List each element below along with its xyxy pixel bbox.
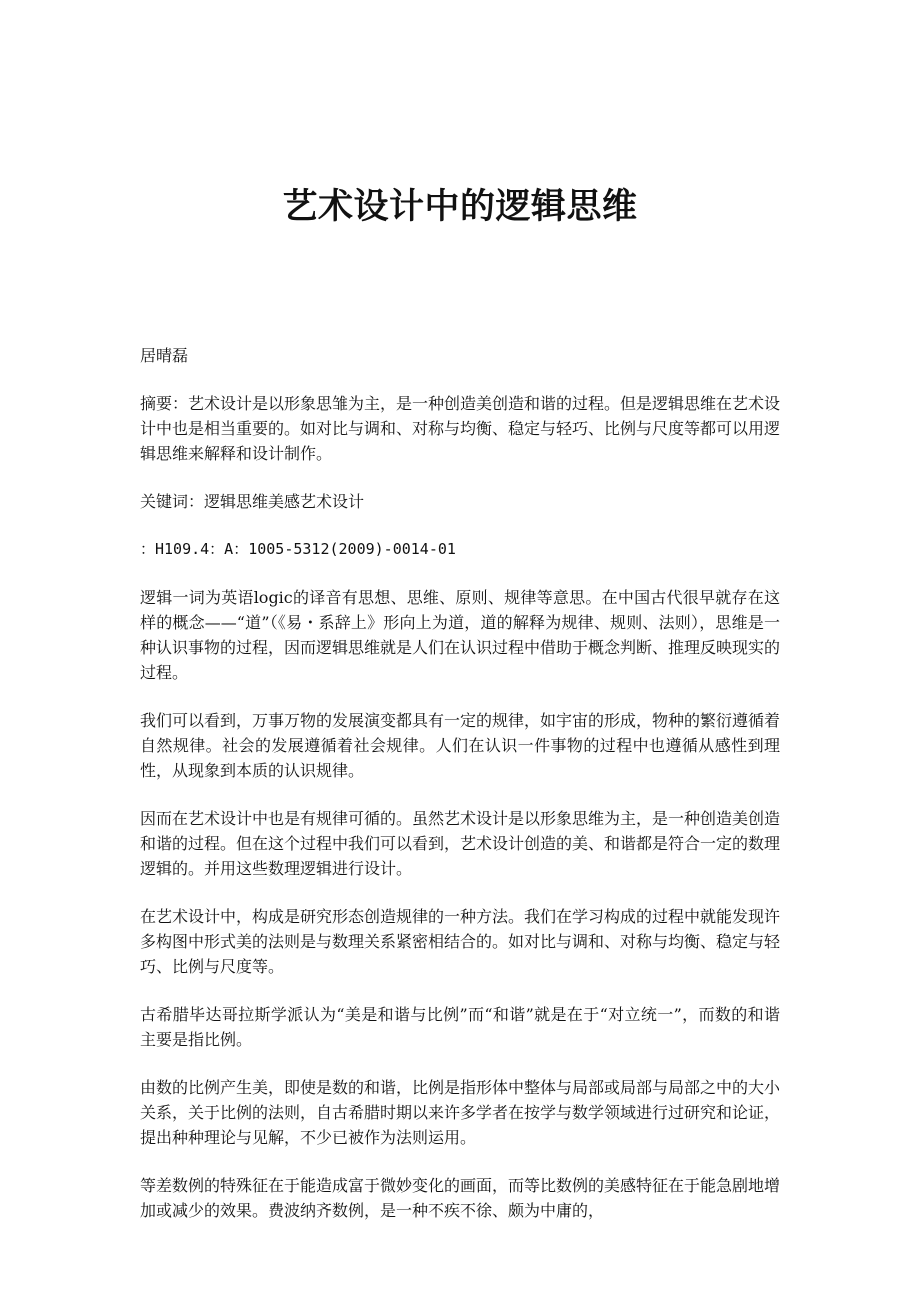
body-paragraph: 由数的比例产生美，即使是数的和谐，比例是指形体中整体与局部或局部与局部之中的大小关系，关于比例的法则，自古希腊时期以来许多学者在按学与数学领域进行过研究和论证，提出种种理论与见解，不少已被作为法则运用。: [140, 1078, 781, 1147]
author-name: 居晴磊: [140, 346, 189, 365]
body-paragraph: 逻辑一词为英语logic的译音有思想、思维、原则、规律等意思。在中国古代很早就存在这样的概念——“道”（《易・系辞上》形向上为道，道的解释为规律、规则、法则），思维是一种认识事物的过程，因而逻辑思维就是人们在认识过程中借助于概念判断、推理反映现实的过程。: [140, 588, 781, 682]
document-title: 艺术设计中的逻辑思维: [282, 187, 638, 227]
body-paragraph: 因而在艺术设计中也是有规律可循的。虽然艺术设计是以形象思维为主，是一种创造美创造和谐的过程。但在这个过程中我们可以看到，艺术设计创造的美、和谐都是符合一定的数理逻辑的。并用这些数理逻辑进行设计。: [140, 809, 781, 878]
document-body: [140, 343, 780, 1223]
body-paragraph: 等差数例的特殊征在于能造成富于微妙变化的画面，而等比数例的美感特征在于能急剧地增加或减少的效果。费波纳齐数例，是一种不疾不徐、颇为中庸的，: [140, 1176, 781, 1220]
keywords-line: 关键词：逻辑思维美感艺术设计: [140, 492, 365, 511]
body-paragraph: 古希腊毕达哥拉斯学派认为“美是和谐与比例”而“和谐”就是在于“对立统一”，而数的和谐主要是指比例。: [140, 1005, 780, 1049]
body-paragraph: 在艺术设计中，构成是研究形态创造规律的一种方法。我们在学习构成的过程中就能发现许多构图中形式美的法则是与数理关系紧密相结合的。如对比与调和、对称与均衡、稳定与轻巧、比例与尺度等。: [140, 907, 781, 976]
abstract-paragraph: 摘要：艺术设计是以形象思雏为主，是一种创造美创造和谐的过程。但是逻辑思维在艺术设计中也是相当重要的。如对比与调和、对称与均衡、稳定与轻巧、比例与尺度等都可以用逻辑思维来解释和设计制作。: [140, 394, 781, 463]
classification-line: ：H109.4：A：1005-5312(2009)-0014-01: [140, 540, 456, 558]
body-paragraph: 我们可以看到，万事万物的发展演变都具有一定的规律，如宇宙的形成，物种的繁衍遵循着自然规律。社会的发展遵循着社会规律。人们在认识一件事物的过程中也遵循从感性到理性，从现象到本质的认识规律。: [140, 711, 781, 780]
